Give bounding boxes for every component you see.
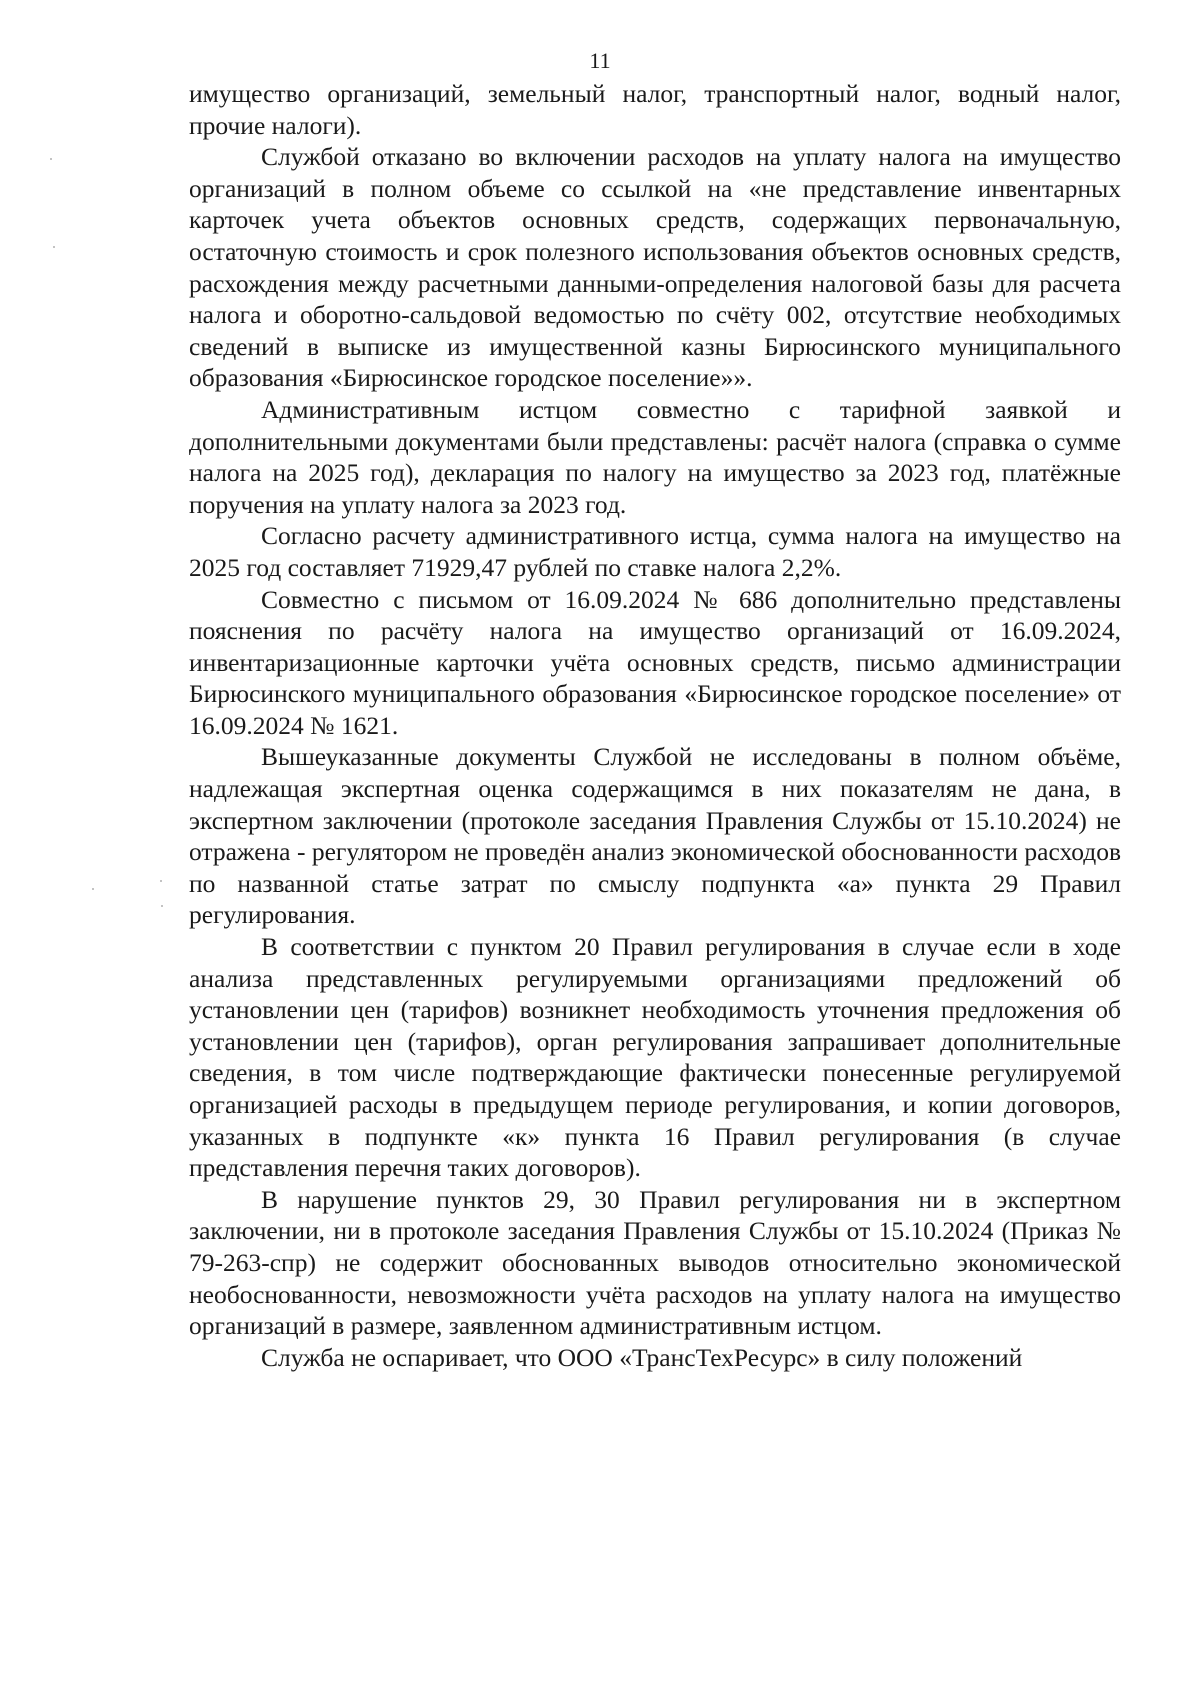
scan-speck [160, 880, 162, 882]
paragraph: Совместно с письмом от 16.09.2024 № 686 дополнительно представлены пояснения по расчёту налога на имущество организаций от 16.09.2024, инвентаризационные карточки учёта основных средств, письмо администрации Бирюсинского муниципального образования «Бирюсинское городское поселение» от 16.09.2024 № 1621. [189, 584, 1121, 740]
paragraph: Согласно расчету административного истца, сумма налога на имущество на 2025 год составляет 71929,47 рублей по ставке налога 2,2%. [189, 521, 1121, 582]
paragraph: В нарушение пунктов 29, 30 Правил регулирования ни в экспертном заключении, ни в протоколе заседания Правления Службы от 15.10.2024 (Приказ № 79-263-спр) не содержит обоснованных выводов относительно экономической необоснованности, невозможности учёта расходов на уплату налога на имущество организаций в размере, заявленном административным истцом. [189, 1184, 1121, 1341]
paragraph: Служба не оспаривает, что ООО «ТрансТехРесурс» в силу положений [261, 1342, 1023, 1372]
paragraph: Службой отказано во включении расходов на уплату налога на имущество организаций в полном объеме со ссылкой на «не представление инвентарных карточек учета объектов основных средств, содержащих первоначальную, остаточную стоимость и срок полезного использования объектов основных средств, расхождения между расчетными данными-определения налоговой базы для расчета налога и оборотно-сальдовой ведомостью по счёту 002, отсутствие необходимых сведений в выписке из имущественной казны Бирюсинского муниципального образования «Бирюсинское городское поселение»». [189, 142, 1121, 393]
scan-speck [92, 888, 94, 890]
paragraph: Административным истцом совместно с тарифной заявкой и дополнительными документами были представлены: расчёт налога (справка о сумме налога на 2025 год), декларация по налогу на имущество за 2023 год, платёжные поручения на уплату налога за 2023 год. [189, 394, 1121, 519]
scan-speck [50, 158, 52, 160]
paragraph: Вышеуказанные документы Службой не исследованы в полном объёме, надлежащая экспертная оценка содержащимся в них показателям не дана, в экспертном заключении (протоколе заседания Правления Службы от 15.10.2024) не отражена - регулятором не проведён анализ экономической обоснованности расходов по названной статье затрат по смыслу подпункта «а» пункта 29 Правил регулирования. [189, 742, 1121, 930]
paragraph: В соответствии с пунктом 20 Правил регулирования в случае если в ходе анализа представленных регулируемыми организациями предложений об установлении цен (тарифов) возникнет необходимость уточнения предложения об установлении цен (тарифов), орган регулирования запрашивает дополнительные сведения, в том числе подтверждающие фактически понесенные регулируемой организацией расходы в предыдущем периоде регулирования, и копии договоров, указанных в подпункте «к» пункта 16 Правил регулирования (в случае представления перечня таких договоров). [189, 932, 1121, 1183]
page-number: 11 [589, 48, 611, 73]
paragraph: имущество организаций, земельный налог, транспортный налог, водный налог, прочие налоги). [189, 79, 1121, 140]
scan-speck [53, 246, 55, 248]
scan-speck [161, 905, 163, 907]
document-body [189, 78, 1121, 1373]
